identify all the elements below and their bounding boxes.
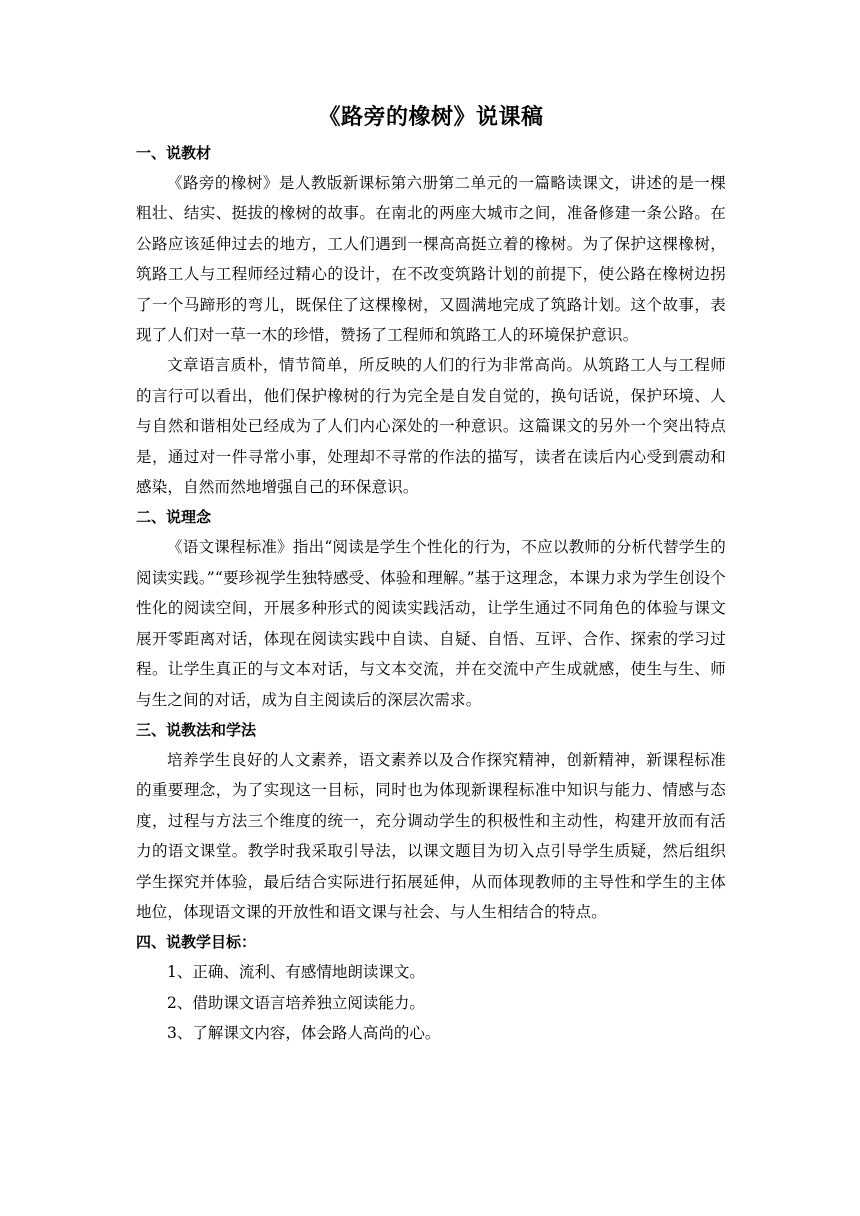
paragraph: 《路旁的橡树》是人教版新课标第六册第二单元的一篇略读课文，讲述的是一棵粗壮、结实、挺拔的橡树的故事。在南北的两座大城市之间，准备修建一条公路。在公路应该延伸过去的地方，工人们遇到一棵高高挺立着的橡树。为了保护这棵橡树，筑路工人与工程师经过精心的设计，在不改变筑路计划的前提下，使公路在橡树边拐了一个马蹄形的弯儿，既保住了这棵橡树，又圆满地完成了筑路计划。这个故事，表现了人们对一草一木的珍惜，赞扬了工程师和筑路工人的环境保护意识。 bbox=[136, 174, 726, 345]
goal-item: 2、借助课文语言培养独立阅读能力。 bbox=[167, 993, 425, 1012]
goal-item: 3、了解课文内容，体会路人高尚的心。 bbox=[167, 1024, 441, 1043]
section-philosophy bbox=[136, 502, 726, 714]
section-heading: 二、说理念 bbox=[136, 508, 212, 527]
section-textbook bbox=[136, 138, 726, 502]
paragraph: 文章语言质朴，情节简单，所反映的人们的行为非常高尚。从筑路工人与工程师的言行可以看出，他们保护橡树的行为完全是自发自觉的，换句话说，保护环境、人与自然和谐相处已经成为了人们内心深处的一种意识。这篇课文的另外一个突出特点是，通过对一件寻常小事，处理却不寻常的作法的描写，读者在读后内心受到震动和感染，自然而然地增强自己的环保意识。 bbox=[136, 356, 726, 497]
section-goals bbox=[136, 927, 726, 1048]
section-methods bbox=[136, 715, 726, 927]
section-heading: 四、说教学目标： bbox=[136, 933, 257, 952]
section-heading: 一、说教材 bbox=[136, 144, 212, 162]
document-body bbox=[136, 102, 726, 1049]
goal-item: 1、正确、流利、有感情地朗读课文。 bbox=[167, 963, 425, 982]
section-heading: 三、说教法和学法 bbox=[136, 720, 257, 739]
paragraph: 培养学生良好的人文素养，语文素养以及合作探究精神，创新精神，新课程标准的重要理念，为了实现这一目标，同时也为体现新课程标准中知识与能力、情感与态度，过程与方法三个维度的统一，充分调动学生的积极性和主动性，构建开放而有活力的语文课堂。教学时我采取引导法，以课文题目为切入点引导学生质疑，然后组织学生探究并体验，最后结合实际进行拓展延伸，从而体现教师的主导性和学生的主体地位，体现语文课的开放性和语文课与社会、与人生相结合的特点。 bbox=[136, 750, 726, 921]
document-title: 《路旁的橡树》说课稿 bbox=[318, 105, 544, 130]
paragraph: 《语文课程标准》指出“阅读是学生个性化的行为，不应以教师的分析代替学生的阅读实践。”“要珍视学生独特感受、体验和理解。”基于这理念，本课力求为学生创设个性化的阅读空间，开展多种形式的阅读实践活动，让学生通过不同角色的体验与课文展开零距离对话，体现在阅读实践中自读、自疑、自悟、互评、合作、探索的学习过程。让学生真正的与文本对话，与文本交流，并在交流中产生成就感，使生与生、师与生之间的对话，成为自主阅读后的深层次需求。 bbox=[136, 538, 726, 709]
